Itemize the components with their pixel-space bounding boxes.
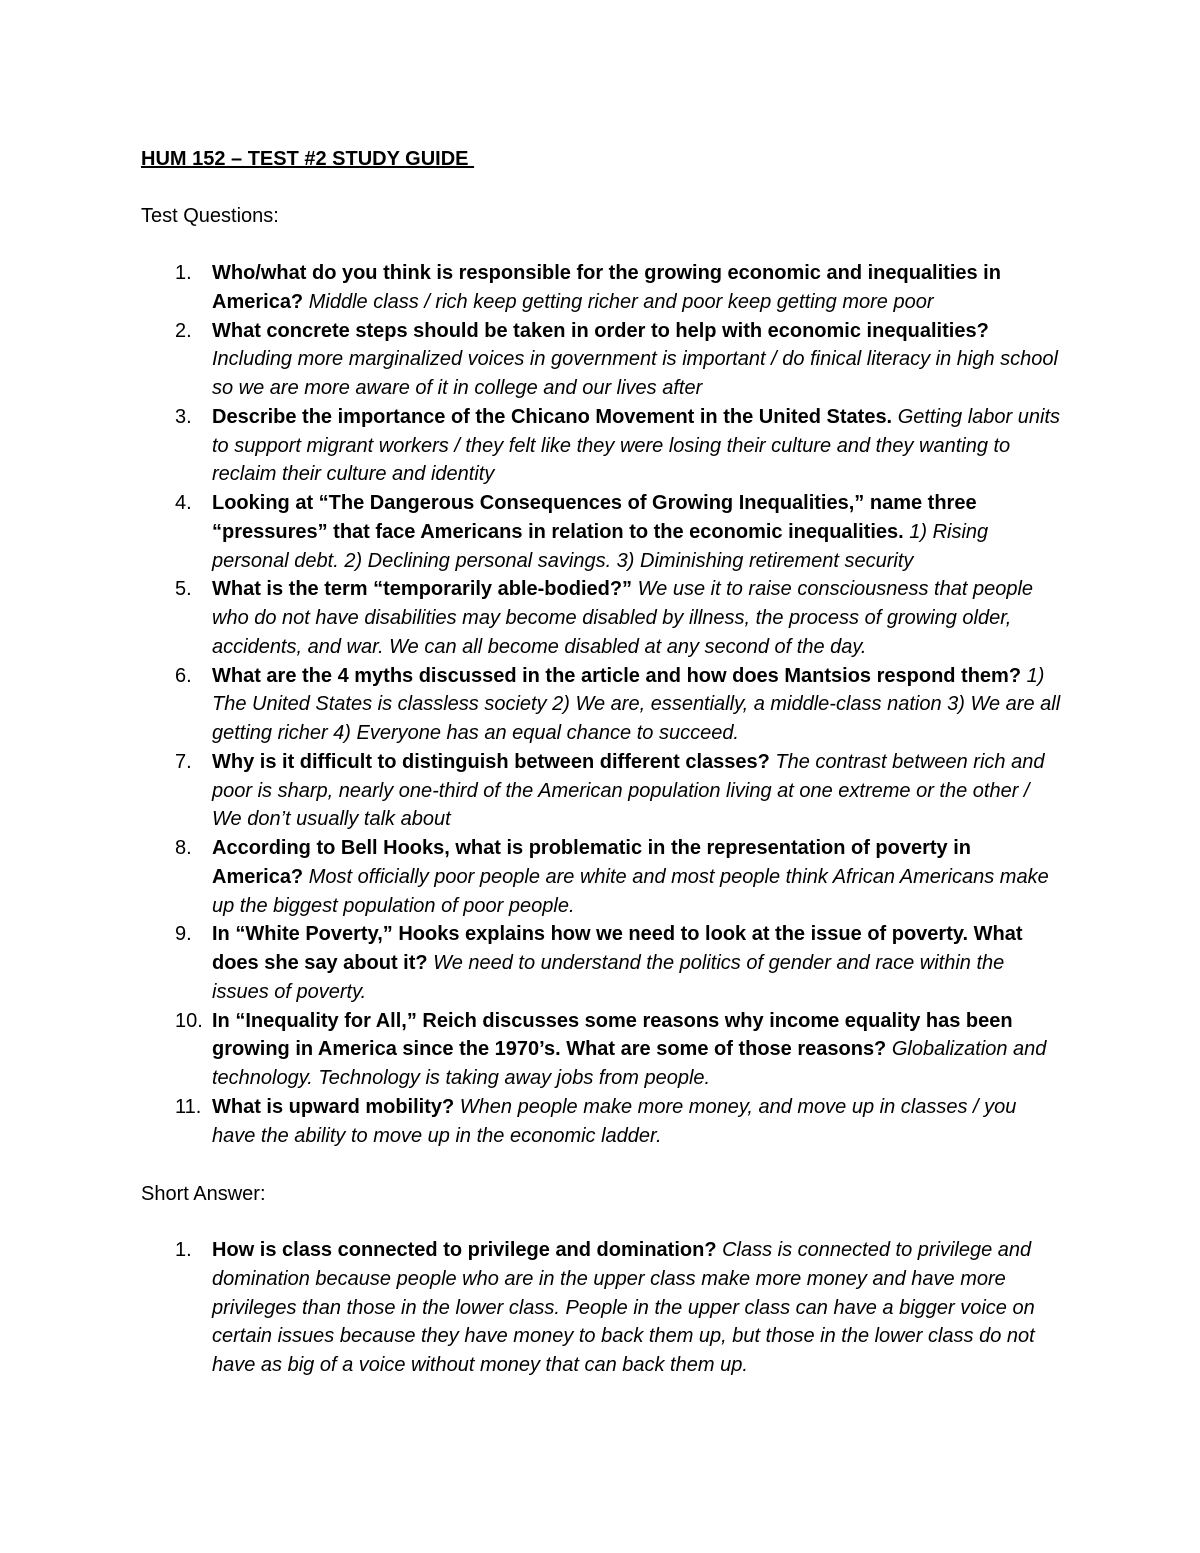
answer-text: Most officially poor people are white and most people think African Americans make up the biggest population of poor people.	[212, 865, 1049, 917]
item-number: 10.	[175, 1009, 203, 1032]
item-number: 6.	[175, 664, 192, 687]
list-item	[141, 317, 1061, 403]
list-item	[141, 748, 1061, 834]
answer-text: Middle class / rich keep getting richer and poor keep getting more poor	[308, 290, 934, 313]
question-text: What are the 4 myths discussed in the article and how does Mantsios respond them?	[212, 664, 1022, 687]
list-item	[141, 834, 1061, 920]
answer-text: When people make more money, and move up in classes / you have the ability to move up in the economic ladder.	[212, 1095, 1017, 1147]
list-item	[141, 1236, 1061, 1380]
answer-text: We use it to raise consciousness that people who do not have disabilities may become disabled by illness, the process of growing older, accidents, and war. We can all become disabled at any second of the day.	[212, 578, 1034, 658]
short-answer-list	[141, 1236, 1061, 1380]
item-number: 5.	[175, 578, 192, 601]
item-number: 7.	[175, 750, 192, 773]
question-text: Looking at “The Dangerous Consequences of Growing Inequalities,” name three “pressures” that face Americans in relation to the economic inequalities.	[212, 492, 977, 543]
list-item	[141, 403, 1061, 489]
test-questions-list	[141, 259, 1061, 1150]
list-item	[141, 575, 1061, 661]
item-number: 1.	[175, 262, 192, 284]
question-text: Describe the importance of the Chicano Movement in the United States.	[212, 405, 893, 428]
item-number: 1.	[175, 1239, 192, 1261]
item-number: 4.	[175, 492, 192, 514]
list-item	[141, 920, 1061, 1006]
answer-text: Class is connected to privilege and domination because people who are in the upper class make more money and have more privileges than those in the lower class. People in the upper class can have a bigger voice on certain issues because they have money to back them up, but those in the lower class do not have as big of a voice without money that can back them up.	[212, 1239, 1035, 1376]
short-answer-heading: Short Answer:	[141, 1183, 266, 1205]
list-item	[141, 1093, 1061, 1151]
item-number: 9.	[175, 923, 192, 946]
item-number: 11.	[175, 1095, 202, 1118]
question-text: How is class connected to privilege and domination?	[212, 1239, 717, 1261]
question-text: What concrete steps should be taken in order to help with economic inequalities?	[212, 319, 989, 342]
test-questions-heading: Test Questions:	[141, 205, 279, 227]
question-text: Why is it difficult to distinguish between different classes?	[212, 750, 770, 773]
question-text: In “White Poverty,” Hooks explains how we need to look at the issue of poverty. What does she say about it?	[212, 923, 1023, 974]
item-number: 8.	[175, 837, 192, 859]
item-number: 2.	[175, 319, 192, 342]
question-text: According to Bell Hooks, what is problematic in the representation of poverty in America?	[212, 837, 972, 888]
answer-text: Globalization and technology. Technology is taking away jobs from people.	[212, 1038, 1047, 1089]
answer-text: Getting labor units to support migrant workers / they felt like they were losing their culture and they wanting to reclaim their culture and identity	[212, 405, 1061, 486]
list-item	[141, 662, 1061, 748]
question-text: In “Inequality for All,” Reich discusses some reasons why income equality has been growing in America since the 1970’s. What are some of those reasons?	[212, 1009, 1013, 1061]
answer-text: The contrast between rich and poor is sharp, nearly one-third of the American population living at one extreme or the other / We don’t usually talk about	[212, 750, 1045, 831]
answer-text: Including more marginalized voices in government is important / do finical literacy in high school so we are more aware of it in college and our lives after	[212, 348, 1058, 399]
list-item	[141, 489, 1061, 575]
answer-text: 1) Rising personal debt. 2) Declining personal savings. 3) Diminishing retirement security	[212, 520, 989, 572]
question-text: What is the term “temporarily able-bodied?”	[212, 578, 633, 601]
answer-text: 1) The United States is classless society 2) We are, essentially, a middle-class nation 3) We are all getting richer 4) Everyone has an equal chance to succeed.	[212, 664, 1061, 744]
list-item	[141, 259, 1061, 317]
page-title: HUM 152 – TEST #2 STUDY GUIDE	[141, 148, 475, 170]
item-number: 3.	[175, 405, 192, 428]
list-item	[141, 1007, 1061, 1093]
question-text: What is upward mobility?	[212, 1095, 455, 1118]
question-text: Who/what do you think is responsible for the growing economic and inequalities in America?	[212, 262, 1001, 313]
answer-text: We need to understand the politics of gender and race within the issues of poverty.	[212, 952, 1005, 1003]
